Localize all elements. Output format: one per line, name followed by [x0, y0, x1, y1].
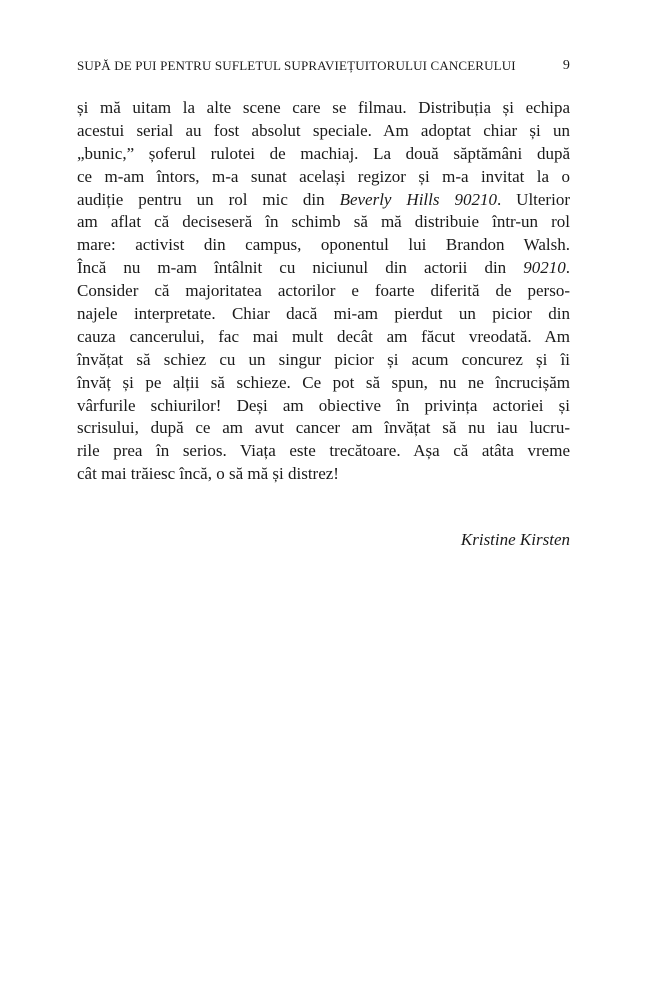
text-line: ce m-am întors, m-a sunat același regizor și m-a invitat la o [77, 166, 570, 186]
text-line: învăț și pe alții să schieze. Ce pot să spun, nu ne încrucișăm [77, 372, 570, 392]
text-segment: audiție pentru un rol mic din [77, 189, 340, 209]
text-line: Consider că majoritatea actorilor e foarte diferită de perso- [77, 281, 570, 301]
text-line: mare: activist din campus, oponentul lui Brandon Walsh. [77, 235, 570, 255]
page-number: 9 [562, 58, 570, 73]
text-line: rile prea în serios. Viața este trecătoare. Așa că atâta vreme [77, 441, 570, 461]
running-title: SUPĂ DE PUI PENTRU SUFLETUL SUPRAVIEȚUITORULUI CANCERULUI [77, 58, 516, 73]
text-line: „bunic,” șoferul rulotei de machiaj. La două săptămâni după [77, 143, 570, 163]
text-line: najele interpretate. Chiar dacă mi-am pierdut un picior din [77, 304, 570, 324]
page-header [77, 58, 570, 78]
text-line: am aflat că deciseseră în schimb să mă distribuie într-un rol [77, 212, 570, 232]
text-segment: Încă nu m-am întâlnit cu niciunul din actorii din [77, 258, 524, 278]
text-line: cât mai trăiesc încă, o să mă și distrez! [77, 464, 339, 484]
text-line: acestui serial au fost absolut speciale. Am adoptat chiar și un [77, 120, 570, 140]
author-signature: Kristine Kirsten [460, 530, 570, 549]
text-line [77, 257, 570, 280]
text-line: învățat să schiez cu un singur picior și acum concurez și îi [77, 349, 570, 369]
show-title: 90210 [523, 258, 566, 278]
text-segment: . Ulterior [496, 189, 570, 209]
show-title: Beverly Hills 90210 [339, 189, 497, 209]
text-line: scrisului, după ce am avut cancer am învățat să nu iau lucru- [77, 418, 570, 438]
text-line [77, 189, 570, 212]
text-line: și mă uitam la alte scene care se filmau. Distribuția și echipa [77, 98, 570, 117]
text-line: cauza cancerului, fac mai mult decât am făcut vreodată. Am [77, 326, 570, 346]
text-line: vârfurile schiurilor! Deși am obiective în privința actoriei și [77, 395, 570, 415]
text-segment: . [565, 258, 570, 278]
body-text [77, 97, 570, 486]
